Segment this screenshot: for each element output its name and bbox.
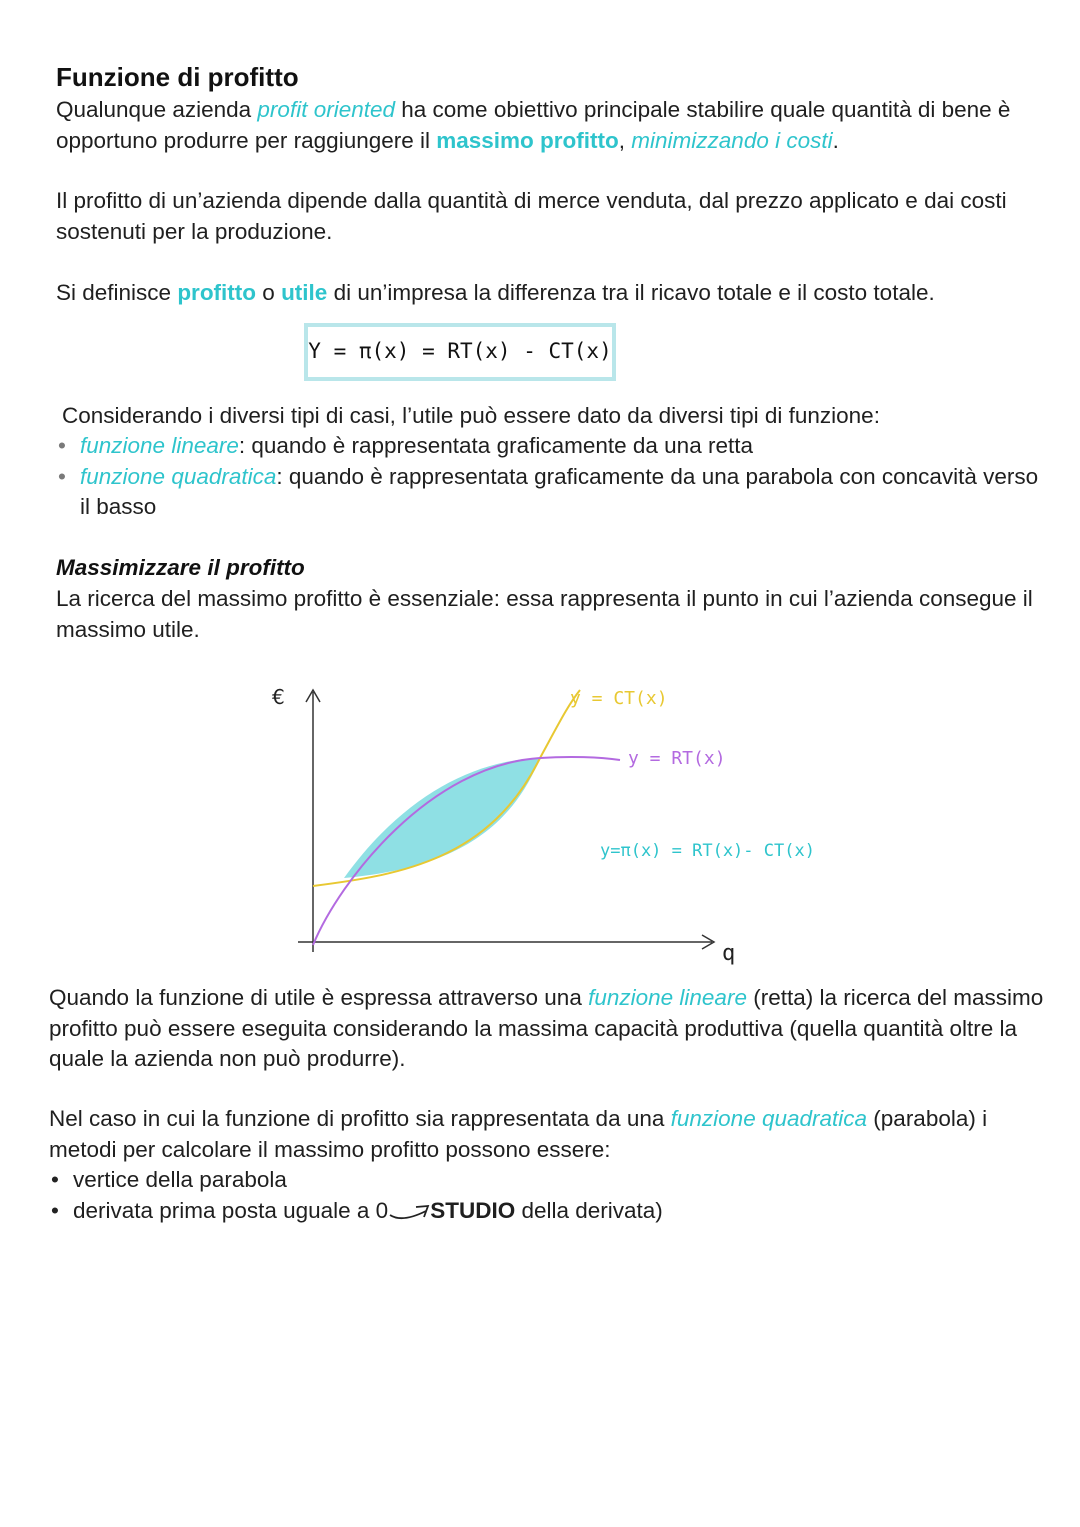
text-run: o	[256, 280, 282, 305]
text-run: della derivata)	[515, 1197, 663, 1223]
text-run: vertice della parabola	[73, 1167, 287, 1192]
term-profitto: profitto	[177, 280, 257, 305]
definition-paragraph	[56, 278, 1046, 309]
y-axis-label: €	[272, 685, 285, 709]
section-title-massimizzare: Massimizzare il profitto	[56, 555, 305, 580]
methods-list	[49, 1165, 1046, 1226]
list-item	[49, 1196, 1046, 1227]
text-run: (parabola) i metodi per calcolare il massimo profitto possono essere:	[49, 1106, 988, 1162]
page-title: Funzione di profitto	[56, 62, 299, 92]
term-utile: utile	[281, 280, 328, 305]
text-run: Nel caso in cui la funzione di profitto sia rappresentata da una	[49, 1106, 671, 1131]
term-funzione-lineare: funzione lineare	[80, 433, 239, 458]
quadratic-function-paragraph	[49, 1104, 1046, 1165]
profit-dependency-paragraph: Il profitto di un’azienda dipende dalla quantità di merce venduta, dal prezzo applicato e dai costi sostenuti per la produzione.	[56, 188, 1007, 244]
text-run: : quando è rappresentata graficamente da una parabola con concavità verso il basso	[80, 463, 1039, 519]
profit-graph	[250, 670, 850, 970]
linear-function-paragraph	[49, 983, 1046, 1075]
text-run: .	[832, 127, 839, 153]
text-run: : quando è rappresentata graficamente da una retta	[238, 433, 753, 458]
rt-label: y = RT(x)	[628, 748, 726, 769]
text-run: ,	[618, 127, 632, 153]
list-item	[56, 431, 1046, 462]
term-minimizzando-costi: minimizzando i costi	[631, 127, 833, 153]
function-types-intro: Considerando i diversi tipi di casi, l’utile può essere dato da diversi tipi di funzione:	[62, 403, 880, 428]
x-axis-label: q	[722, 941, 736, 966]
text-run: ha come obiettivo principale stabilire quale quantità di bene è opportuno produrre per raggiungere il	[56, 97, 1011, 153]
profit-label: y=π(x) = RT(x)- CT(x)	[600, 841, 815, 861]
text-run: di un’impresa la differenza tra il ricavo totale e il costo totale.	[327, 280, 935, 305]
term-profit-oriented: profit oriented	[257, 97, 396, 122]
section-paragraph: La ricerca del massimo profitto è essenziale: essa rappresenta il punto in cui l’azienda consegue il massimo utile.	[56, 586, 1033, 642]
term-studio: STUDIO	[430, 1197, 516, 1223]
profit-formula: Y = π(x) = RT(x) - CT(x)	[308, 339, 612, 363]
term-funzione-lineare-2: funzione lineare	[588, 985, 747, 1010]
text-run: Quando la funzione di utile è espressa attraverso una	[49, 985, 589, 1010]
term-funzione-quadratica-2: funzione quadratica	[670, 1106, 868, 1131]
ct-label: y = CT(x)	[570, 688, 668, 709]
intro-paragraph	[56, 95, 1046, 156]
function-types-list	[56, 431, 1046, 523]
term-massimo-profitto: massimo profitto	[436, 127, 619, 153]
formula-box	[304, 323, 616, 381]
text-run: Si definisce	[56, 280, 178, 305]
text-run: (retta) la ricerca del massimo profitto può essere eseguita considerando la massima capacità produttiva (quella quantità oltre la quale la azienda non può produrre).	[49, 985, 1044, 1071]
text-run: derivata prima posta uguale a 0	[73, 1197, 389, 1223]
term-funzione-quadratica: funzione quadratica	[80, 463, 277, 489]
list-item	[49, 1165, 1046, 1196]
profit-area	[344, 758, 540, 878]
text-run: Qualunque azienda	[56, 97, 258, 122]
hand-arrow-icon	[388, 1201, 430, 1223]
list-item	[56, 462, 1046, 523]
